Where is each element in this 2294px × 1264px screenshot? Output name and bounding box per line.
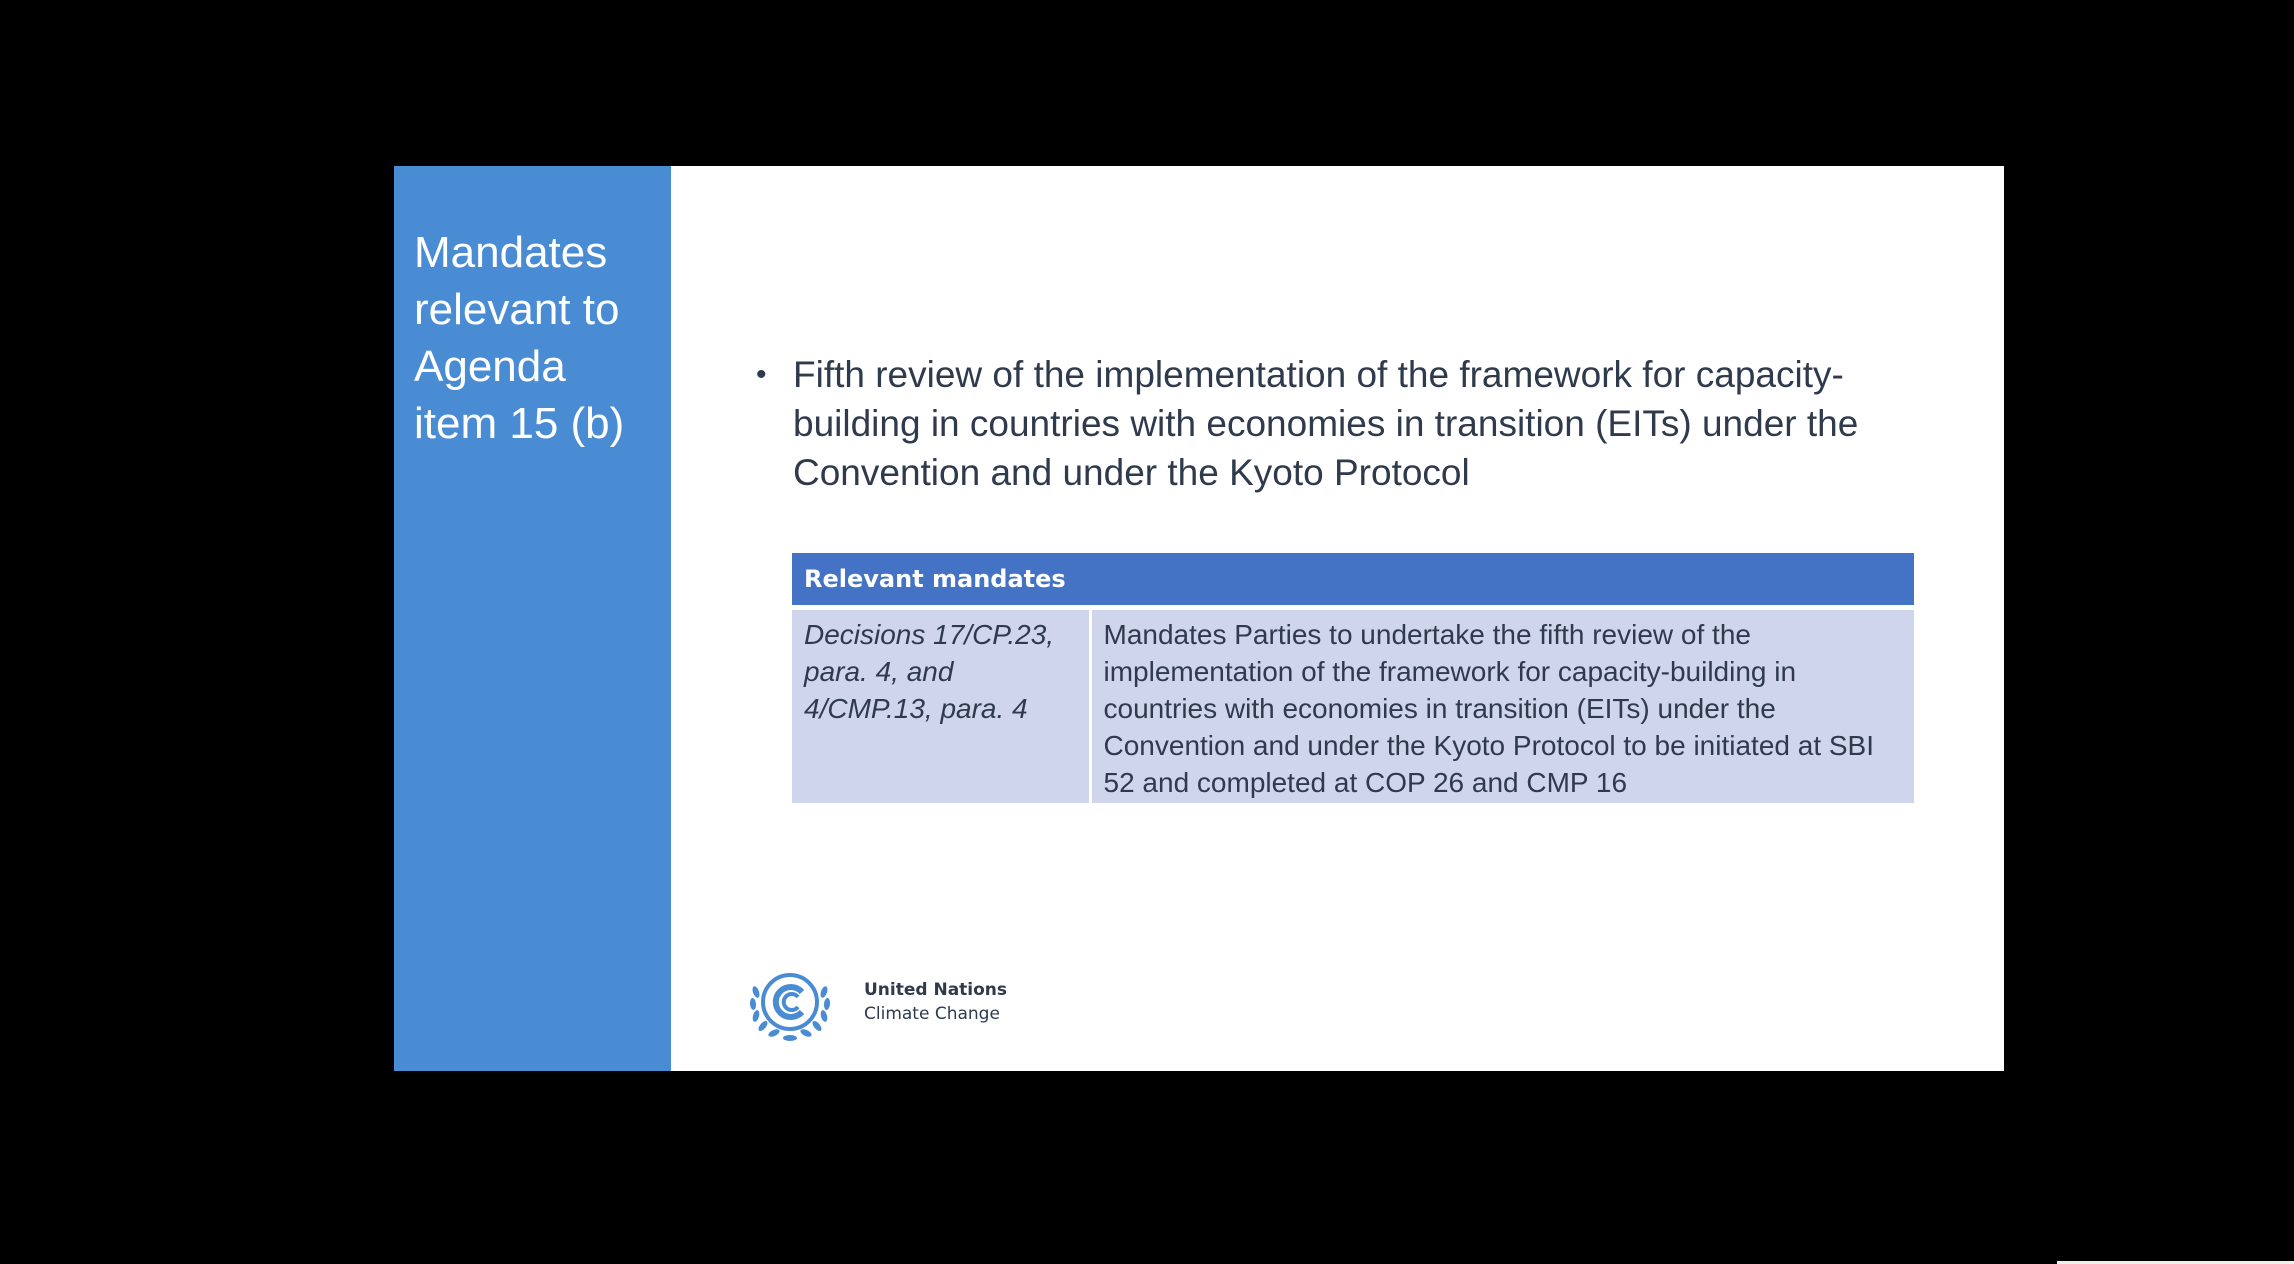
mandate-reference: Decisions 17/CP.23, para. 4, and 4/CMP.13, para. 4 <box>792 608 1090 804</box>
table-row <box>792 608 1914 804</box>
table-header: Relevant mandates <box>792 553 1914 608</box>
mandate-description: Mandates Parties to undertake the fifth review of the implementation of the framework for capacity-building in countries with economies in transition (EITs) under the Convention and under the Kyoto Protocol to be initiated at SBI 52 and completed at COP 26 and CMP 16 <box>1090 608 1914 804</box>
presentation-slide <box>394 166 2004 1071</box>
unfccc-emblem-icon <box>742 962 842 1044</box>
un-climate-change-logo <box>742 962 1062 1044</box>
logo-line-2: Climate Change <box>864 1004 1000 1024</box>
slide-title: Mandates relevant to Agenda item 15 (b) <box>414 228 625 448</box>
bullet-text: Fifth review of the implementation of the framework for capacity-building in countries with economies in transition (EITs) under the Convention and under the Kyoto Protocol <box>793 354 1859 493</box>
table-header-row <box>792 553 1914 608</box>
bullet-dot-icon: • <box>756 358 767 391</box>
bullet-item <box>756 350 1936 497</box>
mandates-table <box>792 553 1914 803</box>
logo-text <box>864 978 1007 1026</box>
side-panel <box>394 166 671 1071</box>
logo-line-1: United Nations <box>864 980 1008 1000</box>
